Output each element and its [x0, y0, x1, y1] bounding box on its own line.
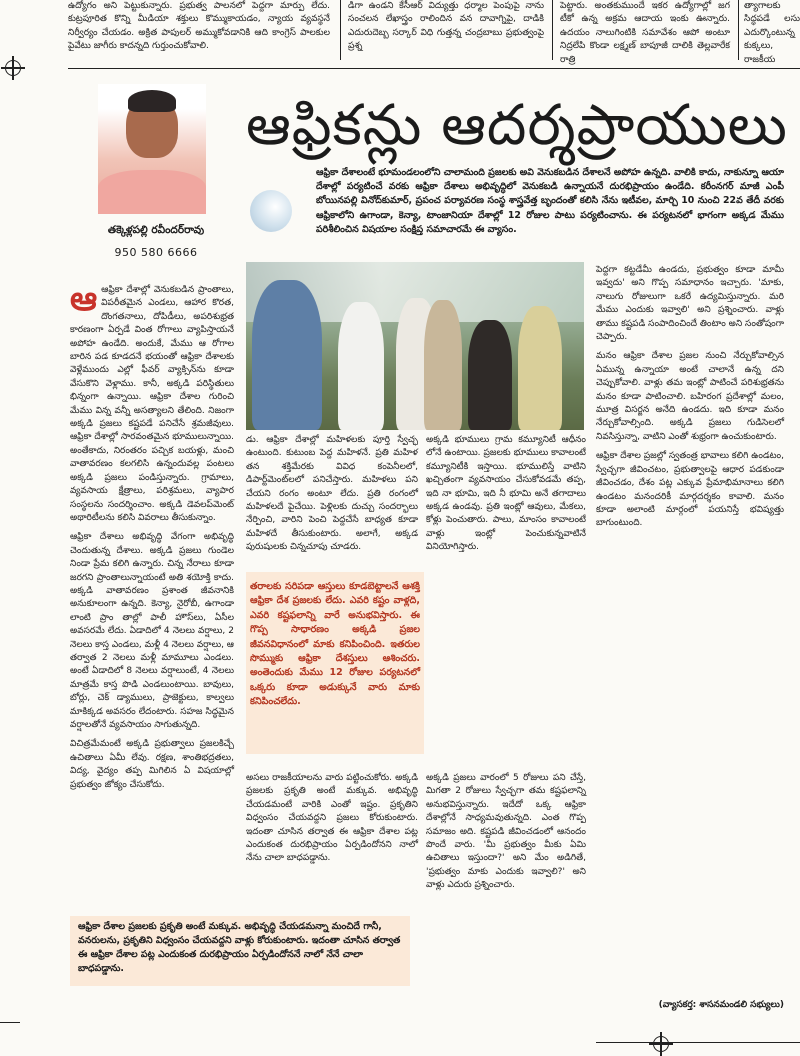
previous-article-strip	[0, 0, 800, 65]
middle2-column-bottom	[426, 772, 586, 1004]
highlight-box	[70, 916, 410, 986]
strip-column-3: పెట్టారు. అంతకుముందే ఇకర ఉద్యోగాల్లో జగ టీకో ఉన్న అక్రమ ఆదాయ ఇంకు ఊన్నారు. ఉదయం నాలుగింటికి సమావేశం ఆపో అంటూ నిద్రలేపి కొండా లక్ష్మణ్ బాపూజీ దాలికి తెల్లవారేక రాత్రి	[560, 1, 730, 65]
highlight-text: ఆఫ్రికా దేశాల ప్రజలకు ప్రకృతి అంటే మక్కువ. అభివృద్ధి చేయడమన్నా మంచిదే గానీ, వనరులను, ప్రకృతిని విధ్వంసం చేయవద్దని వాళ్లు కోరుకుంటారు. ఇదంతా చూసిన తర్వాత ఈ ఆఫ్రికా దేశాల పట్ల ఎందుకంత దురభిప్రాయం ఏర్పడిందోననే నాలో నేనే చాలా బాధపడ్డాను.	[78, 921, 401, 974]
paragraph: ఆఫ్రికా దేశాల్లో వెనుకబడిన ప్రాంతాలు, విపరీతమైన ఎండలు, ఆహార కొరత, దొంగతనాలు, దోపిడీలు, అపరిశుభ్రత కారణంగా ఏర్పడే వింత రోగాలు వ్యాపిస్తాయనే అపోహ ఉండేది. అందుకే, మేము ఆ రోగాల బారిన పడ కూడదనే భయంతో ఆఫ్రికా దేశాలకు వెళ్లేముందు ఎల్లో ఫీవర్ వ్యాక్సిన్‌ను కూడా వేసుకొని వెళ్లాము. కానీ, అక్కడి పరిస్థితులు భిన్నంగా ఉన్నాయి. ఆఫ్రికా దేశాల గురించి మేము విన్న వన్నీ అసత్యాలని తేలింది. నిజంగా అక్కడి ప్రజలు కష్టపడే పనిచేసే శ్రమజీవులు. ఆఫ్రికా దేశాల్లో సారవంతమైన భూములున్నాయి. అంతేకాదు, నిరంతరం పచ్చిక బయళ్లు, మంచి వాతావరణం కలగలిసి ఉన్నందువల్ల పంటలు అక్కడి ప్రజలు పండిస్తున్నారు. గ్రామాలు, వ్యవసాయ క్షేత్రాలు, పరిశ్రమలు, వ్యాపార సంస్థలను సందర్శించాం. అక్కడి డెవలప్‌మెంట్ అథారిటీలను కలిసి వివరాలు తీసుకున్నాం.	[70, 285, 234, 523]
article-deck: ఆఫ్రికా దేశాలంటే భూమండలంలోని చాలామంది ప్రజలకు అవి వెనుకబడిన దేశాలనే అపోహ ఉన్నది. వాలికి కాదు, నాకున్నూ ఆయా దేశాల్లో పర్యటించే వరకు ఆఫ్రికా దేశాలు అభివృద్ధిలో వెనుకబడి ఉన్నాయనే దురభిప్రాయం ఉండేది. కరీంనగర్ మాజీ ఎంపీ బోయినపల్లి వినోద్‌కుమార్, ప్రపంచ పర్యావరణ సంస్థ శాస్త్రవేత్త బృందంతో కలిసి నేను ఇటీవల, మార్చి 10 నుంచి 22వ తేదీ వరకు ఆఫ్రికాలోని ఉగాండా, కెన్యా, టాంజానియా దేశాల్లో 12 రోజుల పాటు పర్యటించాను. ఈ పర్యటనలో భాగంగా అక్కడ మేము పరిశీలించిన విషయాల సంక్షిప్త సమాచారమే ఈ వ్యాసం.	[316, 167, 784, 235]
headline: ఆఫ్రికన్లు ఆదర్శప్రాయులు	[246, 93, 788, 158]
column-divider	[738, 0, 739, 60]
author-phone: 950 580 6666	[114, 246, 198, 259]
registration-mark-icon	[5, 60, 21, 76]
author-name: తక్కెళ్లపల్లి రవీందర్‌రావు	[107, 224, 205, 236]
decorative-circle	[250, 190, 292, 232]
pull-quote: తరాలకు సరిపడా ఆస్తులు కూడబెట్టాలనే ఆశక్తి ఆఫ్రికా దేశ ప్రజలకు లేదు. ఎవరి కష్టం వాళ్లది, ఎవరి కష్టఫలాన్ని వారే అనుభవిస్తారు. ఈ గొప్ప సాధారణం అక్కడి ప్రజల జీవనవిధానంలో మాకు కనిపించింది. ఇతరుల సొమ్ముకు ఆఫ్రికా దేశస్తులు ఆశించరు. అంతెందుకు మేము 12 రోజుల పర్యటనలో ఒక్కరు కూడా అడుక్కునే వారు మాకు కనిపించలేదు.	[250, 581, 420, 708]
strip-column-2: డిగా ఉండని కేసీఆర్ విద్యుత్తు ధర్మాల పెంపుపై నాను సంచలన లేఖాస్త్రం రాలిందిన వన దావాగ్నిపై, దాడికి ఎదురుదెబ్బ సర్కార్ విధి గుత్తన్న చంద్రబాబు ప్రభుత్వంపై ప్రశ్న	[348, 1, 544, 52]
middle-column-top	[246, 434, 418, 568]
drop-cap: ఆ	[70, 279, 98, 319]
middle2-column-top	[426, 434, 586, 764]
strip-column-4: త్యాగాలకు సిద్ధపడే లసు ఎదుర్కొంటున్న కుక్కలు, రాజకీయ	[744, 1, 800, 65]
left-column	[70, 279, 234, 904]
paragraph: అక్కడి భూములు గ్రామ కమ్యూనిటీ ఆధీనం లోనే ఉంటాయి. ప్రజలకు భూములు కావాలంటే కమ్యూనిటీకి ఇస్తాయి. భూములిస్తే వాటిని ఖచ్చితంగా వ్యవసాయం చేసుకోవడమే తప్ప, ఇది నా భూమి, ఇది నీ భూమి అనే తగాదాలు అక్కడ ఉండవు. ప్రతి ఇంట్లో ఆవులు, మేకలు, కోళ్లు పెంచుతారు. పాలు, మాంసం కావాలంటే వాళ్లు ఇంట్లో పెంచుకున్నవాటినే వినియోగిస్తారు.	[426, 435, 586, 553]
column-divider	[552, 0, 553, 60]
paragraph: అసలు రాజకీయాలను వారు పట్టించుకోరు. అక్కడి ప్రజలకు ప్రకృతి అంటే మక్కువ. అభివృద్ధి చేయడమంటే వారికి ఎంతో ఇష్టం. ప్రకృతిని విధ్వంసం చేయవద్దని ప్రజలు కోరుకుంటారు. ఇదంతా చూసిన తర్వాత ఈ ఆఫ్రికా దేశాల పట్ల ఎందుకంత దురభిప్రాయం ఏర్పడిందోనని నాలో నేను చాలా బాధపడ్డాను.	[246, 773, 418, 864]
crop-mark	[0, 1022, 20, 1023]
article-photo	[246, 262, 584, 430]
column-divider	[340, 0, 341, 60]
paragraph: మనం ఆఫ్రికా దేశాల ప్రజల నుంచి నేర్చుకోవాల్సిన ఏమున్న ఉన్నాయా అంటే చాలానే ఉన్న దని చెప్పుకోవాలి. వాళ్లు తమ ఇంట్లో పాటించే పరిశుభ్రతను మనం కూడా పాటించాలి. బహిరంగ ప్రదేశాల్లో మలం, మూత్ర విసర్జన అనేది ఉండదు. ఇది కూడా మనం నేర్చుకోవాల్సింది. అక్కడి ప్రజలు గుడిసెలలో నివసిస్తున్నా, వాటిని ఎంతో శుభ్రంగా ఉంచుకుంటారు.	[596, 351, 784, 442]
paragraph: ఆఫ్రికా దేశాలు అభివృద్ధి వేగంగా అభివృద్ధి చెందుతున్న దేశాలు. అక్కడి ప్రజలు గుండెల నిండా ప్రేమ కలిగి ఉన్నారు. చిన్న నేరాలు కూడా జరగని ప్రాంతాలున్నాయంటే అతి శయోక్తి కాదు. అక్కడి వాతావరణం ప్రశాంత జీవనానికి అనుకూలంగా ఉన్నది. కెన్యా, నైరోబీ, ఉగాండా లాంటి ప్రాం తాల్లో పాలీ హౌస్‌లు, ఏసీల అవసరమే లేదు. ఏడాదిలో 4 నెలలు వర్షాలు, 2 నెలలు కాస్త ఎండలు, మళ్లీ 4 నెలలు వర్షాలు, ఆ తర్వాత 2 నెలలు మళ్లీ మామూలు ఎండలు. అంటే ఏడాదిలో 8 నెలలు వర్షాలుంటే, 4 నెలలు మాత్రమే కాస్త పొడి ఎండలుంటాయి. బావులు, బోర్లు, చెక్ డ్యాములు, ప్రాజెక్టులు, కాల్వలు మాకిక్కడ అవసరం లేదంటారు. సహజ సిద్ధమైన వర్షాలతోనే వ్యవసాయం సాగుతున్నది.	[70, 532, 234, 730]
bottom-rule	[596, 1042, 800, 1043]
author-credit: (వ్యాసకర్త: శాసనమండలి సభ్యులు)	[658, 1000, 784, 1010]
paragraph: పెద్దగా కట్టడేమీ ఉండదు, ప్రభుత్వం కూడా మామీ ఇవ్వదు' అని గొప్ప సమాధానం ఇచ్చారు. 'మాకు, నాలుగు రోజులుగా ఒకరే ఉద్యమిస్తున్నారు. మరి మేము ఎందుకు ఇవ్వాలి' అని ప్రశ్నించారు. వాళ్లు తాము కష్టపడి సంపాదించిందే తింటాం అని సంతోషంగా చెప్పారు.	[596, 265, 784, 343]
separator-line	[68, 68, 800, 69]
middle-column-bottom	[246, 772, 418, 912]
paragraph: అక్కడి ప్రజలు వారంలో 5 రోజులు పని చేస్తే, మిగతా 2 రోజులు స్వేచ్ఛగా తమ కష్టఫలాన్ని అనుభవిస్తున్నారు. ఇదేదో ఒక్క ఆఫ్రికా దేశాల్లోనే సాధ్యమవుతున్నది. ఎంత గొప్ప సమాజం అది. కష్టపడి జీవించడంలో ఆనందం పొందే వారు. 'మీ ప్రభుత్వం మీకు ఏమి ఉచితాలు ఇస్తుందా?' అని మేం అడిగితే, 'ప్రభుత్వం మాకు ఎందుకు ఇవ్వాలి?' అని వాళ్లు ఎదురు ప్రశ్నించారు.	[426, 773, 586, 891]
paragraph: ఆఫ్రికా దేశాల ప్రజల్లో స్వతంత్ర భావాలు కలిగి ఉండటం, స్వేచ్ఛగా జీవించటం, ప్రభుత్వాలపై ఆధార పడకుండా జీవించడం, దేశం పట్ల ఎక్కువ ప్రేమాభిమానాలు కలిగి ఉండటం మనందరికీ మార్గదర్శకం కావాలి. మనం కూడా అలాంటి మార్గంలో పయనిస్తే భవిష్యత్తు బాగుంటుంది.	[596, 451, 784, 529]
author-photo	[98, 84, 206, 210]
strip-column-1: ఉద్యోగం అని పెట్టుకున్నారు. ప్రభుత్వ పాలనలో పెద్దగా మార్పు లేదు. కుట్రపూరిత కొన్ని మీడియా శక్తులు కొమ్ముకాయడం, న్యాయ వ్యవస్థనే నిర్వీర్యం చేయడం. అక్రిత పాపులర్ అమ్ముకోవడానికి ఆది కాంగ్రెస్ పాలకుల పైవేటు జాగీరు కాదన్నది గుర్తుంచుకోవాలి.	[68, 1, 330, 52]
paragraph: విచిత్రమేమంటే అక్కడి ప్రభుత్వాలు ప్రజలకిచ్చే ఉచితాలు ఏమీ లేవు. రక్షణ, శాంతిభద్రతలు, విద్య, వైద్యం తప్ప మిగిలిన ఏ విషయాల్లో ప్రభుత్వం జోక్యం చేసుకోదు.	[70, 739, 234, 790]
paragraph: డు. ఆఫ్రికా దేశాల్లో మహిళలకు పూర్తి స్వేచ్ఛ ఉంటుంది. కుటుంబ పెద్ద మహిళనే. ప్రతి మహిళ తన శక్తిమేరకు వివిధ కంపెనీలలో, డిపార్ట్‌మెంట్‌లలో పనిచేస్తారు. మహిళలు పని చేయని రంగం అంటూ లేదు. ప్రతి రంగంలో మహిళలదే పైచేయి. పెళ్లిలకు దుచ్చు సందర్భాలు నేర్పించి, వారిని పెంచి పెద్దచేసే బాధ్యత కూడా మహిళదే తీసుకుంటారు. అలాగే, అక్కడ పురుషులకు చిన్నచూపు చూడరు.	[246, 435, 418, 553]
registration-mark-icon	[653, 1036, 669, 1052]
right-column	[596, 264, 784, 994]
